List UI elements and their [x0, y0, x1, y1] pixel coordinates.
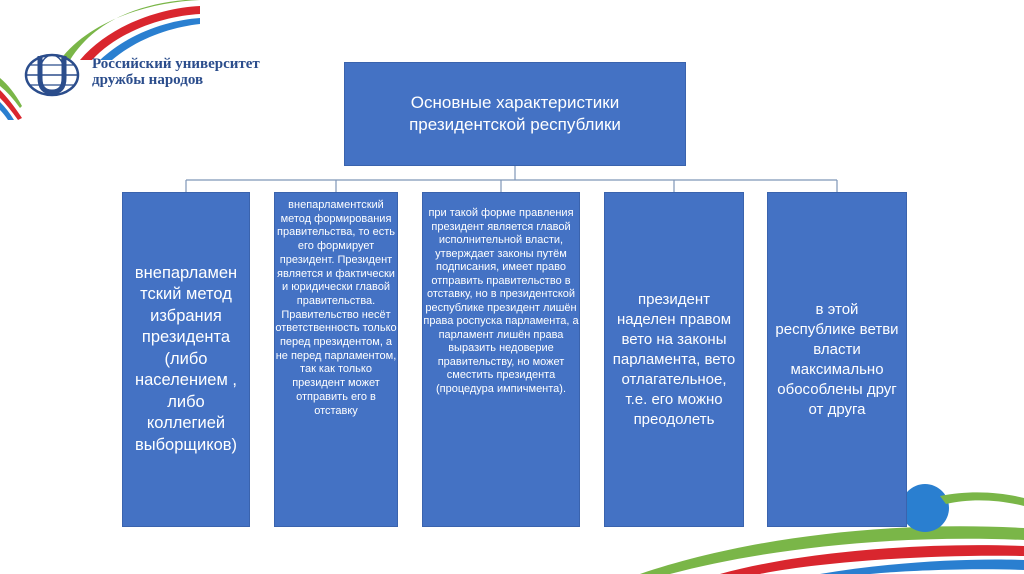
characteristic-box-5: [767, 192, 907, 527]
characteristic-text-1: внепарламен тский метод избрания президента (либо населением , либо коллегией выборщиков): [134, 263, 238, 454]
diagram-title-box: [344, 62, 686, 166]
characteristic-box-4: [604, 192, 744, 527]
characteristic-box-1: [122, 192, 250, 527]
characteristic-text-4: президент наделен правом вето на законы парламента, вето отлагательное, т.е. его можно преодолеть: [612, 290, 736, 428]
characteristic-text-5: в этой республике ветви власти максимально обособлены друг от друга: [775, 300, 899, 418]
characteristic-text-2: внепарламентский метод формирования правительства, то есть его формирует президент. Президент является и фактически и юридически главой правительства. Правительство несёт ответственность только перед президентом, а не перед парламентом, так как только президент может отправить его в отставку: [275, 199, 397, 417]
logo-text-line1: Российский университет: [92, 56, 260, 72]
diagram-title: Основные характеристики президентской республики: [409, 93, 621, 134]
characteristic-box-2: [274, 192, 398, 527]
characteristic-text-3: при такой форме правления президент является главой исполнительной власти, утверждает законы путём подписания, имеет право отправить правительство в отставку, но в президентской республике президент лишён права роспуска парламента, а парламент лишён права выразить недоверие правительству, но может сместить президента (процедура импичмента).: [423, 207, 579, 395]
logo-text-line2: дружбы народов: [92, 72, 204, 88]
characteristic-box-3: [422, 192, 580, 527]
